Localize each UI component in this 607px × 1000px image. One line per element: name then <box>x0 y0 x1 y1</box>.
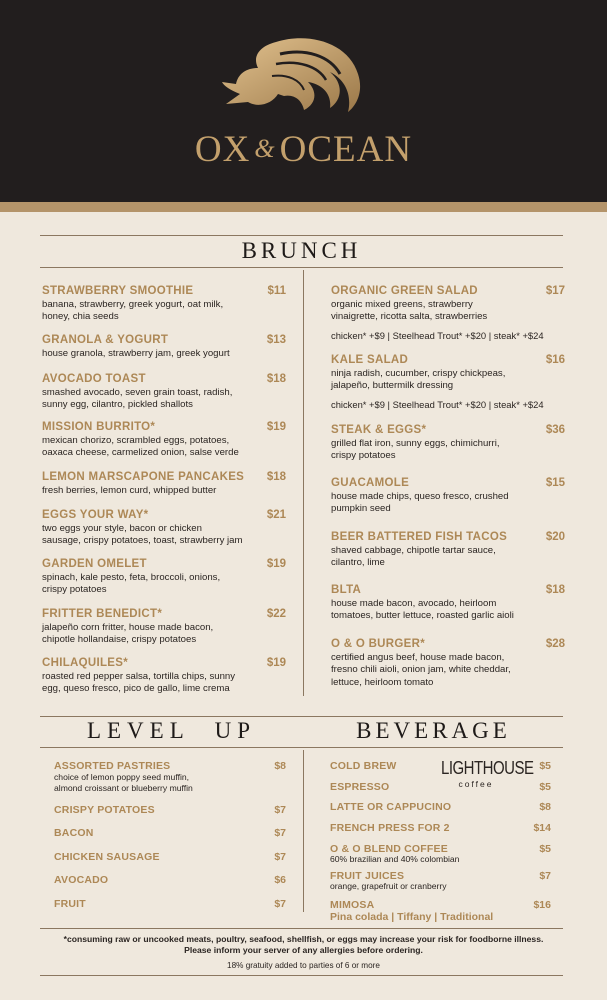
brunch-item-name: STRAWBERRY SMOOTHIE <box>42 285 194 297</box>
brunch-item <box>42 657 286 717</box>
brand-wordmark <box>0 128 607 171</box>
beverage-item-price: $5 <box>539 781 551 793</box>
brunch-item-desc: mexican chorizo, scrambled eggs, potatoes, <box>42 435 230 446</box>
brunch-item <box>331 531 565 591</box>
brunch-item-price: $11 <box>267 285 286 297</box>
brunch-item <box>331 285 565 345</box>
brunch-item-price: $18 <box>545 584 565 596</box>
brunch-item-name: FRITTER BENEDICT* <box>42 608 163 620</box>
level-up-item-price: $7 <box>274 851 286 863</box>
brunch-item <box>331 584 565 644</box>
brunch-item-desc: house granola, strawberry jam, greek yogurt <box>42 348 230 359</box>
level-up-item-name: CHICKEN SAUSAGE <box>54 851 160 863</box>
brunch-item-desc: vinaigrette, ricotta salta, strawberries <box>331 311 488 323</box>
level-up-item-price: $6 <box>274 874 286 886</box>
brunch-item-desc: shaved cabbage, chipotle tartar sauce, <box>331 545 496 556</box>
brunch-item-desc: two eggs your style, bacon or chicken <box>42 523 202 534</box>
level-up-item-price: $7 <box>274 898 286 910</box>
brunch-item-price: $21 <box>266 509 286 521</box>
brand-name-right: OCEAN <box>279 129 413 170</box>
brunch-item-name: MISSION BURRITO* <box>42 421 156 433</box>
ox-wave-logo-icon <box>218 34 378 124</box>
brunch-bottom-rule <box>40 267 563 268</box>
brunch-item-price: $19 <box>266 558 286 570</box>
brunch-item-desc: pumpkin seed <box>331 503 391 515</box>
lighthouse-coffee-label: coffee <box>458 779 494 789</box>
brunch-item-name: GRANOLA & YOGURT <box>42 334 169 346</box>
section-title-beverage: BEVERAGE <box>356 718 511 743</box>
level-up-item-desc: almond croissant or blueberry muffin <box>54 783 193 793</box>
lower-top-rule <box>40 716 563 717</box>
brunch-item-price: $22 <box>266 608 286 620</box>
beverage-item-name: O & O BLEND COFFEE <box>330 843 448 855</box>
brunch-item-desc: crispy potatoes <box>331 450 396 462</box>
brunch-item-desc: fresno chili aioli, onion jam, white cheddar, <box>331 664 511 676</box>
lighthouse-wordmark: LIGHTHOUSE <box>441 758 534 779</box>
level-up-item-price: $8 <box>274 760 286 772</box>
beverage-item-price: $8 <box>539 801 551 813</box>
brunch-item-addons: chicken* +$9 | Steelhead Trout* +$20 | steak* +$24 <box>331 329 544 341</box>
brunch-item-desc: ninja radish, cucumber, crispy chickpeas, <box>331 368 506 379</box>
beverage-item-price: $16 <box>533 899 551 911</box>
gold-divider-band <box>0 202 607 212</box>
header-band <box>0 0 607 202</box>
brunch-column-divider <box>303 270 304 696</box>
brunch-item <box>331 424 565 484</box>
brunch-item-desc: lettuce, heirloom tomato <box>331 676 434 688</box>
foodborne-warning: *consuming raw or uncooked meats, poultry, seafood, shellfish, or eggs may increase your risk for foodborne illness. <box>63 934 544 944</box>
brunch-item-price: $19 <box>266 421 286 433</box>
beverage-item-price: $14 <box>533 822 551 834</box>
brunch-item-addons: chicken* +$9 | Steelhead Trout* +$20 | steak* +$24 <box>331 398 544 410</box>
beverage-item-name: ESPRESSO <box>330 781 390 793</box>
brunch-item <box>331 477 565 537</box>
section-title-level-up: LEVEL UP <box>86 718 257 743</box>
level-up-item-price: $7 <box>274 827 286 839</box>
beverage-item-name: COLD BREW <box>330 760 397 772</box>
brunch-item-desc: sausage, crispy potatoes, toast, strawberry jam <box>42 535 243 547</box>
brunch-item-price: $17 <box>545 285 565 297</box>
brunch-item-name: EGGS YOUR WAY* <box>42 509 149 521</box>
beverage-item-desc: orange, grapefruit or cranberry <box>330 881 447 891</box>
beverage-item-name: LATTE OR CAPPUCINO <box>330 801 452 813</box>
beverage-item-price: $5 <box>539 760 551 772</box>
brunch-item-name: KALE SALAD <box>331 354 409 366</box>
brunch-item <box>331 354 565 414</box>
brunch-item-desc: house made bacon, avocado, heirloom <box>331 598 497 609</box>
lighthouse-coffee-logo <box>441 758 534 789</box>
brunch-item-desc: organic mixed greens, strawberry <box>331 299 473 310</box>
brunch-item-desc: honey, chia seeds <box>42 311 119 323</box>
brunch-item-price: $18 <box>266 373 286 385</box>
beverage-item-name: FRENCH PRESS FOR 2 <box>330 822 450 834</box>
brand-name-left: OX <box>194 129 251 170</box>
beverage-item-desc: Pina colada | Tiffany | Traditional <box>330 911 494 923</box>
brunch-item-desc: crispy potatoes <box>42 584 107 596</box>
brunch-item-name: GUACAMOLE <box>331 477 410 489</box>
brunch-item-desc: banana, strawberry, greek yogurt, oat milk, <box>42 299 224 310</box>
beverage-item-desc: 60% brazilian and 40% colombian <box>330 854 460 864</box>
brunch-item-name: GARDEN OMELET <box>42 558 147 570</box>
brunch-item-desc: chipotle hollandaise, crispy potatoes <box>42 634 197 646</box>
brunch-item-price: $19 <box>266 657 286 669</box>
brunch-item-name: ORGANIC GREEN SALAD <box>331 285 478 297</box>
section-title-brunch: BRUNCH <box>241 238 362 263</box>
brunch-item-desc: oaxaca cheese, carmelized onion, salse verde <box>42 447 239 459</box>
beverage-item-name: FRUIT JUICES <box>330 870 405 882</box>
brunch-item-desc: cilantro, lime <box>331 557 385 569</box>
brunch-item <box>331 638 565 698</box>
brunch-item-desc: smashed avocado, seven grain toast, radish, <box>42 387 233 398</box>
level-up-item-name: BACON <box>54 827 94 839</box>
brunch-item-price: $18 <box>266 471 286 483</box>
brunch-item-name: BLTA <box>331 584 362 596</box>
level-up-item-name: CRISPY POTATOES <box>54 804 155 816</box>
brunch-item-desc: house made chips, queso fresco, crushed <box>331 491 509 502</box>
lower-column-divider <box>303 750 304 912</box>
brunch-item-price: $13 <box>266 334 286 346</box>
beverage-item-name: MIMOSA <box>330 899 375 911</box>
brunch-item-name: LEMON MARSCAPONE PANCAKES <box>42 471 245 483</box>
level-up-item-name: ASSORTED PASTRIES <box>54 760 171 772</box>
level-up-item-desc: choice of lemon poppy seed muffin, <box>54 772 190 782</box>
brunch-item-desc: jalapeño corn fritter, house made bacon, <box>42 622 214 633</box>
brunch-item-desc: spinach, kale pesto, feta, broccoli, onions, <box>42 572 221 583</box>
brunch-item-price: $15 <box>545 477 565 489</box>
footer-top-rule <box>40 928 563 929</box>
brunch-item-name: STEAK & EGGS* <box>331 424 427 436</box>
level-up-item-name: FRUIT <box>54 898 86 910</box>
brunch-item-price: $20 <box>545 531 565 543</box>
brunch-item-desc: egg, queso fresco, pico de gallo, lime crema <box>42 683 230 695</box>
brunch-item-desc: roasted red pepper salsa, tortilla chips, sunny <box>42 671 236 682</box>
brunch-item-name: BEER BATTERED FISH TACOS <box>331 531 508 543</box>
brunch-item-desc: fresh berries, lemon curd, whipped butter <box>42 485 217 496</box>
level-up-item-price: $7 <box>274 804 286 816</box>
brunch-item-name: CHILAQUILES* <box>42 657 129 669</box>
footer-bottom-rule <box>40 975 563 976</box>
brunch-item-desc: jalapeño, buttermilk dressing <box>331 380 454 392</box>
level-up-item-name: AVOCADO <box>54 874 109 886</box>
beverage-item-price: $5 <box>539 843 551 855</box>
brunch-item-desc: grilled flat iron, sunny eggs, chimichurri, <box>331 438 500 449</box>
brunch-item-price: $28 <box>545 638 565 650</box>
brunch-top-rule <box>40 235 563 236</box>
allergy-notice: Please inform your server of any allergies before ordering. <box>184 945 423 955</box>
gratuity-notice: 18% gratuity added to parties of 6 or more <box>227 961 380 970</box>
brunch-item-price: $16 <box>545 354 565 366</box>
brunch-item-desc: tomatoes, butter lettuce, roasted garlic aioli <box>331 610 514 622</box>
brand-ampersand: & <box>254 134 276 163</box>
brunch-item-name: O & O BURGER* <box>331 638 425 650</box>
brunch-item-desc: certified angus beef, house made bacon, <box>331 652 505 663</box>
lower-bottom-rule <box>40 747 563 748</box>
brunch-item-name: AVOCADO TOAST <box>42 373 146 385</box>
brunch-item-desc: sunny egg, cilantro, pickled shallots <box>42 399 193 411</box>
brunch-item-price: $36 <box>545 424 565 436</box>
beverage-item-price: $7 <box>539 870 551 882</box>
